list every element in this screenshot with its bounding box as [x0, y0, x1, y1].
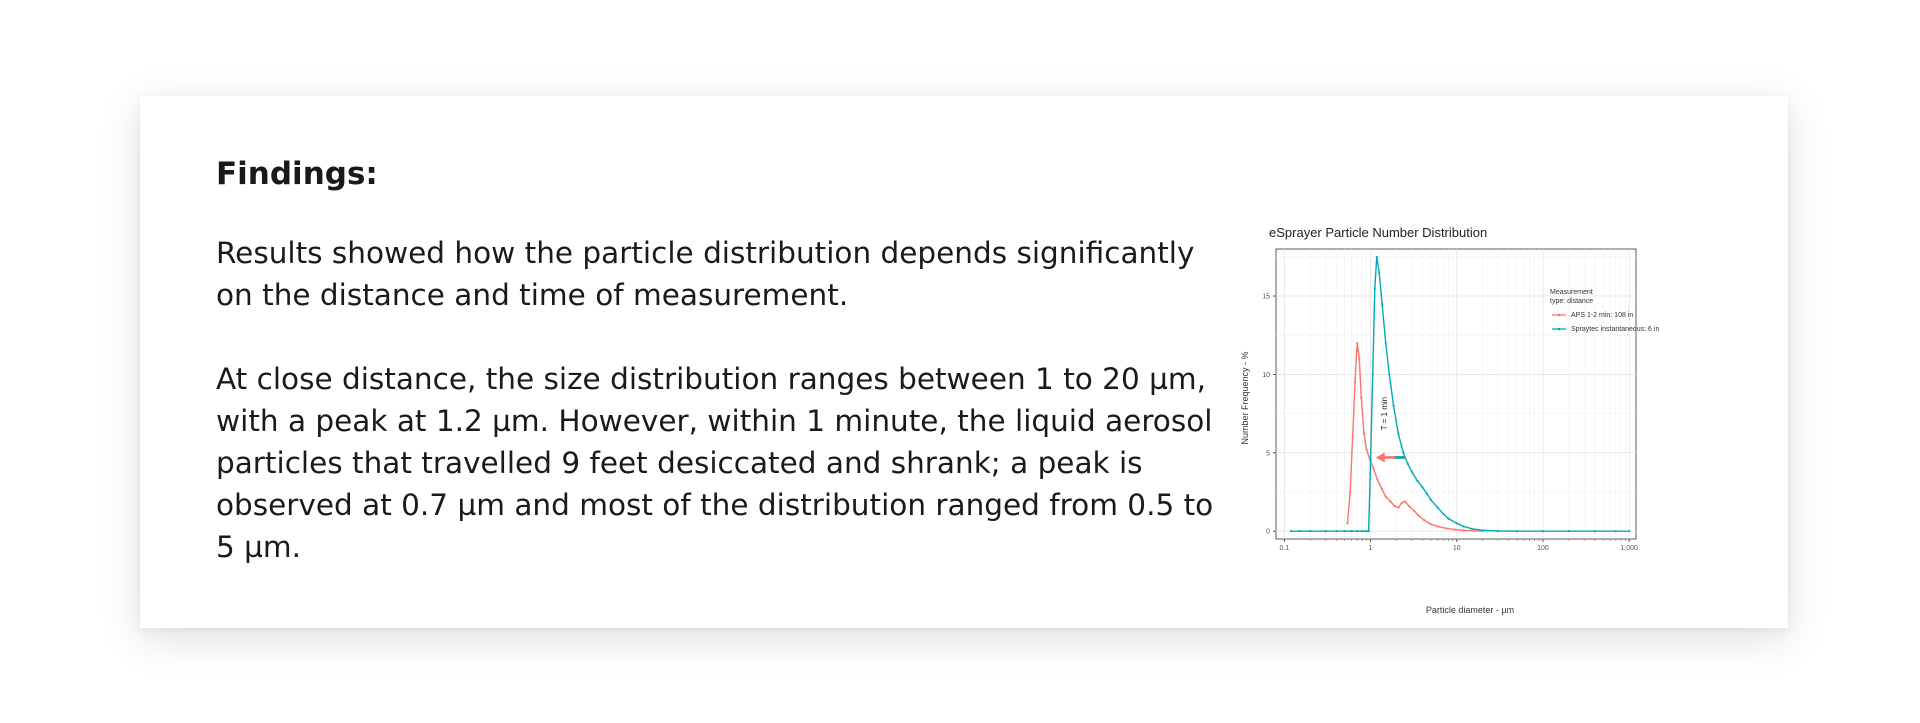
chart-figure: [1220, 156, 1840, 626]
data-point-series-1: [1462, 529, 1464, 531]
x-tick-label: 100: [1537, 545, 1549, 552]
data-point-series-2: [1392, 405, 1394, 407]
data-point-series-2: [1356, 530, 1358, 532]
chart-title: eSprayer Particle Number Distribution: [1269, 225, 1488, 240]
data-point-series-2: [1309, 530, 1311, 532]
findings-card: [140, 96, 1788, 628]
data-point-series-2: [1385, 342, 1387, 344]
data-point-series-2: [1378, 271, 1380, 273]
data-point-series-2: [1421, 486, 1423, 488]
data-point-series-1: [1356, 342, 1358, 344]
legend-key-point-series-1: [1558, 314, 1561, 317]
data-point-series-2: [1324, 530, 1326, 532]
data-point-series-2: [1628, 530, 1630, 532]
data-point-series-1: [1376, 478, 1378, 480]
data-point-series-1: [1366, 449, 1368, 451]
data-point-series-2: [1381, 303, 1383, 305]
data-point-series-1: [1397, 507, 1399, 509]
data-point-series-1: [1413, 510, 1415, 512]
data-point-series-1: [1363, 433, 1365, 435]
legend-title: Measurement: [1550, 289, 1593, 296]
y-tick-label: 5: [1266, 450, 1270, 458]
y-axis-label: Number Frequency - %: [1240, 351, 1250, 445]
findings-heading: Findings:: [216, 156, 378, 192]
data-point-series-2: [1594, 530, 1596, 532]
data-point-series-2: [1290, 530, 1292, 532]
data-point-series-2: [1372, 373, 1374, 375]
data-point-series-2: [1615, 530, 1617, 532]
data-point-series-2: [1447, 518, 1449, 520]
data-point-series-2: [1430, 499, 1432, 501]
annotation-label: T = 1 min: [1379, 396, 1389, 431]
legend-label-series-2: Spraytec instantaneous: 6 in: [1571, 326, 1660, 333]
data-point-series-1: [1445, 527, 1447, 529]
data-point-series-2: [1471, 528, 1473, 530]
findings-paragraph-2: At close distance, the size distribution ranges between 1 to 20 µm, with a peak at 1.2 µm. However, within 1 minute, the liquid aerosol particles that travelled 9 feet desiccated and shrank; a peak is observed at 0.7 µm and most of the distribution ranged from 0.5 to 5 µm.: [216, 362, 1214, 564]
findings-paragraph-1: Results showed how the particle distribution depends significantly on the distance and time of measurement.: [216, 236, 1195, 312]
findings-text-column: [216, 154, 1236, 568]
data-point-series-1: [1408, 505, 1410, 507]
data-point-series-2: [1368, 530, 1370, 532]
legend-label-series-1: APS 1-2 min: 108 in: [1571, 312, 1634, 319]
data-point-series-1: [1417, 514, 1419, 516]
data-point-series-1: [1349, 491, 1351, 493]
data-point-series-2: [1411, 470, 1413, 472]
data-point-series-1: [1381, 488, 1383, 490]
y-tick-label: 10: [1262, 371, 1270, 379]
data-point-series-2: [1442, 513, 1444, 515]
data-point-series-2: [1374, 287, 1376, 289]
x-tick-label: 10: [1452, 545, 1461, 552]
y-tick-label: 0: [1266, 528, 1270, 536]
data-point-series-2: [1456, 522, 1458, 524]
data-point-series-2: [1462, 525, 1464, 527]
data-point-series-1: [1437, 525, 1439, 527]
data-point-series-2: [1482, 529, 1484, 531]
data-point-series-1: [1454, 528, 1456, 530]
data-point-series-2: [1402, 452, 1404, 454]
particle-distribution-chart: [1220, 156, 1840, 626]
data-point-series-1: [1352, 436, 1354, 438]
data-point-series-1: [1404, 500, 1406, 502]
data-point-series-2: [1376, 256, 1378, 258]
data-point-series-1: [1360, 397, 1362, 399]
data-point-series-1: [1358, 358, 1360, 360]
x-tick-label: 1,000: [1620, 545, 1638, 552]
data-point-series-1: [1430, 523, 1432, 525]
data-point-series-2: [1497, 530, 1499, 532]
legend-subtitle: type: distance: [1550, 298, 1594, 305]
data-point-series-2: [1397, 433, 1399, 435]
data-point-series-1: [1346, 522, 1348, 524]
data-point-series-2: [1568, 530, 1570, 532]
x-tick-label: 1: [1368, 545, 1373, 552]
data-point-series-1: [1473, 530, 1475, 532]
data-point-series-1: [1423, 519, 1425, 521]
data-point-series-2: [1437, 507, 1439, 509]
data-point-series-2: [1388, 373, 1390, 375]
data-point-series-1: [1389, 500, 1391, 502]
data-point-series-2: [1350, 530, 1352, 532]
data-point-series-2: [1366, 530, 1368, 532]
data-point-series-2: [1516, 530, 1518, 532]
data-point-series-2: [1426, 492, 1428, 494]
legend-key-point-series-2: [1558, 328, 1561, 331]
data-point-series-1: [1393, 505, 1395, 507]
data-point-series-1: [1401, 502, 1403, 504]
data-point-series-1: [1354, 381, 1356, 383]
data-point-series-2: [1361, 530, 1363, 532]
data-point-series-1: [1385, 496, 1387, 498]
data-point-series-2: [1542, 530, 1544, 532]
data-point-series-2: [1407, 463, 1409, 465]
data-point-series-2: [1416, 480, 1418, 482]
data-point-series-1: [1372, 467, 1374, 469]
data-point-series-2: [1298, 530, 1300, 532]
y-tick-label: 15: [1262, 293, 1270, 301]
data-point-series-2: [1344, 530, 1346, 532]
x-axis-label: Particle diameter - µm: [1425, 605, 1515, 615]
data-point-series-2: [1335, 530, 1337, 532]
data-point-series-2: [1369, 460, 1371, 462]
x-tick-label: 0.1: [1279, 545, 1290, 552]
